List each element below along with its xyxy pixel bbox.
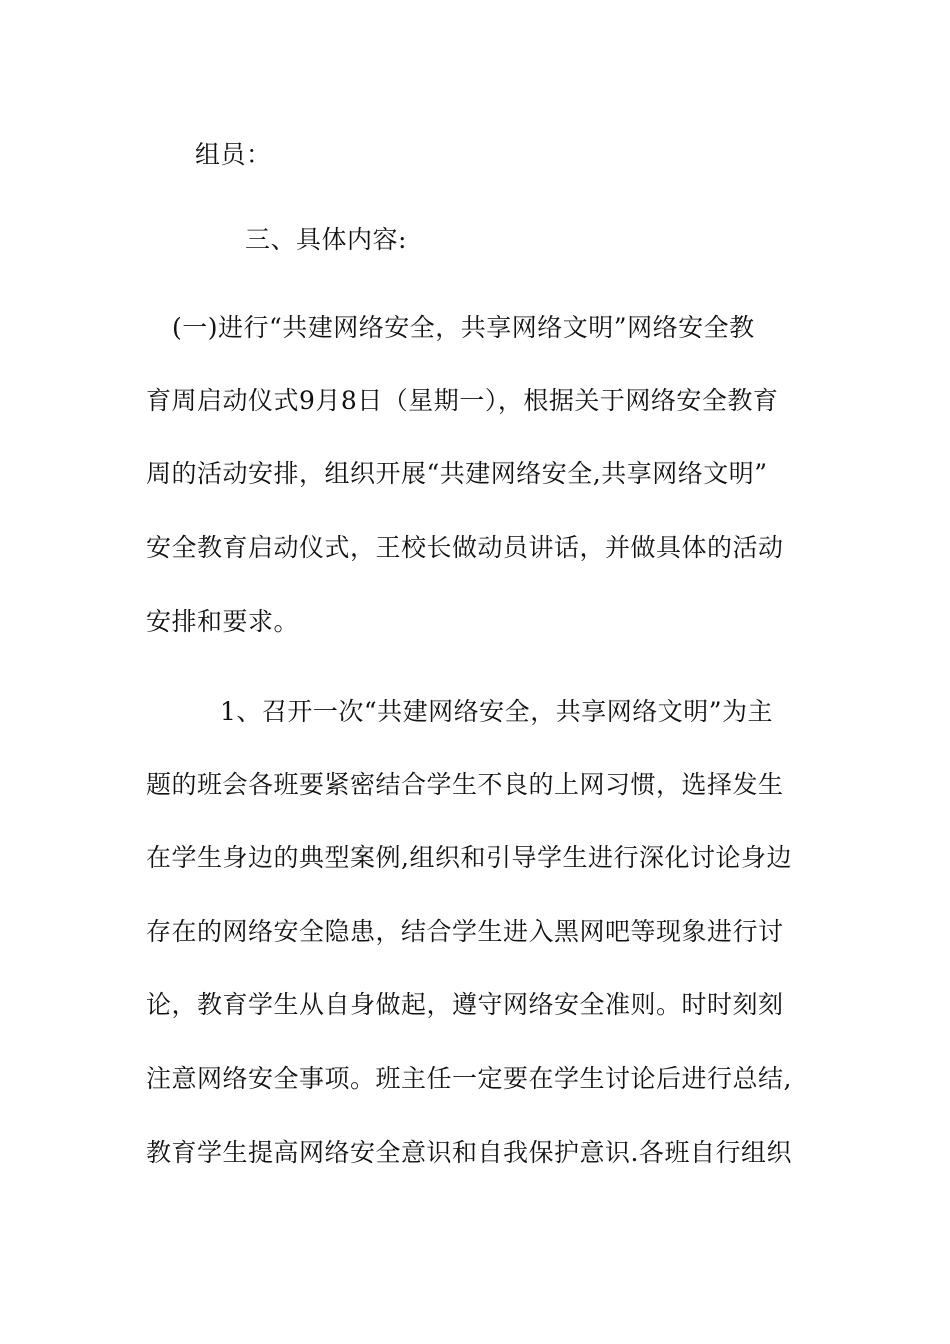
paragraph-line: 论，教育学生从自身做起，遵守网络安全准则。时时刻刻 (146, 990, 784, 1019)
paragraph-line: 注意网络安全事项。班主任一定要在学生讨论后进行总结, (146, 1064, 792, 1093)
paragraph-line: 教育学生提高网络安全意识和自我保护意识.各班自行组织 (146, 1138, 792, 1167)
paragraph-line: 育周启动仪式9月8日（星期一），根据关于网络安全教育 (146, 386, 779, 415)
paragraph-line: 题的班会各班要紧密结合学生不良的上网习惯，选择发生 (146, 770, 784, 799)
paragraph-line: 在学生身边的典型案例,组织和引导学生进行深化讨论身边 (146, 843, 792, 872)
paragraph-line: 存在的网络安全隐患，结合学生进入黑网吧等现象进行讨 (146, 917, 784, 946)
paragraph-line: (一)进行“共建网络安全，共享网络文明”网络安全教 (172, 313, 755, 342)
paragraph-line: 安全教育启动仪式，王校长做动员讲话，并做具体的活动 (146, 533, 784, 562)
paragraph-line: 周的活动安排，组织开展“共建网络安全,共享网络文明” (146, 459, 768, 488)
members-label: 组员： (195, 140, 272, 169)
paragraph-line: 1、召开一次“共建网络安全，共享网络文明”为主 (220, 697, 773, 726)
paragraph-line: 安排和要求。 (146, 607, 300, 636)
section-heading: 三、具体内容: (245, 225, 407, 254)
